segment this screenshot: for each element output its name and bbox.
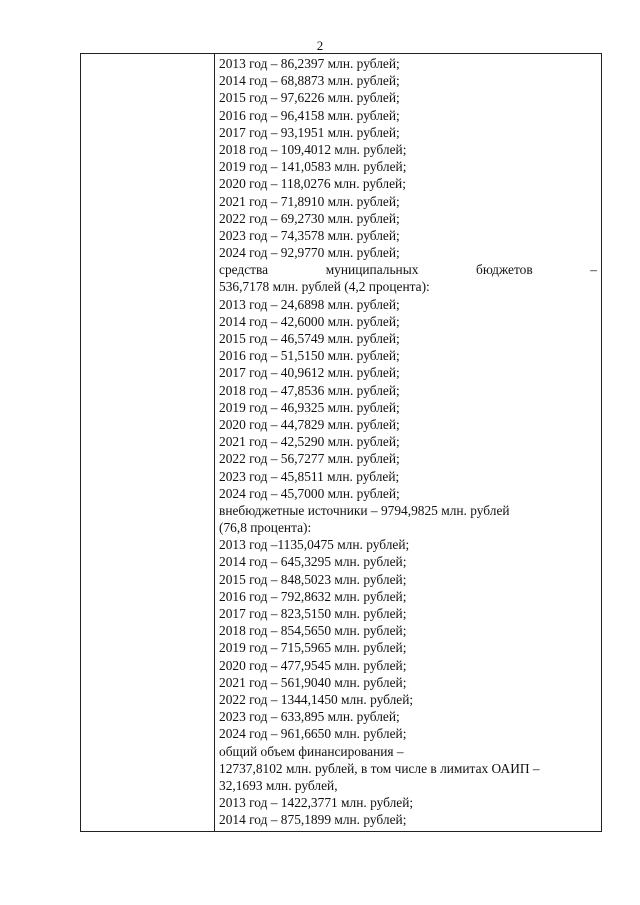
text-line: внебюджетные источники – 9794,9825 млн. рублей bbox=[219, 502, 510, 518]
text-line: 2022 год – 69,2730 млн. рублей; bbox=[219, 210, 400, 226]
text-line: 2016 год – 51,5150 млн. рублей; bbox=[219, 348, 400, 364]
text-line: 2019 год – 715,5965 млн. рублей; bbox=[219, 640, 407, 656]
text-word: – bbox=[590, 262, 597, 278]
text-line: 2023 год – 633,895 млн. рублей; bbox=[219, 709, 400, 725]
text-line: 2013 год – 24,6898 млн. рублей; bbox=[219, 296, 400, 312]
text-word: бюджетов bbox=[476, 262, 533, 278]
text-line: 2015 год – 46,5749 млн. рублей; bbox=[219, 331, 400, 346]
text-line: 2021 год – 42,5290 млн. рублей; bbox=[219, 434, 400, 450]
document-table bbox=[80, 53, 602, 832]
text-line: общий объем финансирования – bbox=[219, 743, 404, 759]
text-line: 2013 год –1135,0475 млн. рублей; bbox=[219, 537, 410, 553]
text-line: 2014 год – 645,3295 млн. рублей; bbox=[219, 554, 407, 570]
text-word: средства bbox=[219, 262, 269, 278]
text-line: 2018 год – 109,4012 млн. рублей; bbox=[219, 141, 407, 157]
text-line: 2020 год – 477,9545 млн. рублей; bbox=[219, 657, 407, 673]
text-line: 2019 год – 141,0583 млн. рублей; bbox=[219, 159, 407, 175]
text-line: 2019 год – 46,9325 млн. рублей; bbox=[219, 399, 400, 415]
text-line: 2013 год – 86,2397 млн. рублей; bbox=[219, 56, 400, 71]
text-line: 2021 год – 71,8910 млн. рублей; bbox=[219, 193, 400, 209]
text-line: 2023 год – 74,3578 млн. рублей; bbox=[219, 227, 400, 243]
text-line: 2016 год – 792,8632 млн. рублей; bbox=[219, 588, 407, 604]
text-line: 2022 год – 56,7277 млн. рублей; bbox=[219, 451, 400, 467]
text-line: (76,8 процента): bbox=[219, 520, 312, 536]
text-line: 2013 год – 1422,3771 млн. рублей; bbox=[219, 795, 414, 811]
text-word: муниципальных bbox=[325, 262, 419, 278]
text-line: 2017 год – 823,5150 млн. рублей; bbox=[219, 606, 407, 621]
text-line: 2014 год – 42,6000 млн. рублей; bbox=[219, 313, 400, 329]
text-line: 2017 год – 40,9612 млн. рублей; bbox=[219, 365, 400, 381]
text-line: 32,1693 млн. рублей, bbox=[219, 777, 338, 793]
text-line: 2024 год – 92,9770 млн. рублей; bbox=[219, 245, 400, 261]
text-line: 2015 год – 97,6226 млн. рублей; bbox=[219, 90, 400, 106]
text-line: 2022 год – 1344,1450 млн. рублей; bbox=[219, 691, 414, 707]
text-line: 2021 год – 561,9040 млн. рублей; bbox=[219, 674, 407, 690]
funding-text-column bbox=[219, 55, 597, 828]
text-line: 2017 год – 93,1951 млн. рублей; bbox=[219, 124, 400, 140]
text-line: 536,7178 млн. рублей (4,2 процента): bbox=[219, 279, 430, 295]
page-number: 2 bbox=[316, 38, 324, 53]
text-line: 2024 год – 961,6650 млн. рублей; bbox=[219, 726, 407, 742]
justified-text-line bbox=[219, 261, 597, 278]
text-line: 2018 год – 47,8536 млн. рублей; bbox=[219, 382, 400, 398]
text-line: 12737,8102 млн. рублей, в том числе в лимитах ОАИП – bbox=[219, 760, 540, 776]
text-line: 2015 год – 848,5023 млн. рублей; bbox=[219, 571, 407, 587]
text-line: 2020 год – 118,0276 млн. рублей; bbox=[219, 176, 406, 192]
column-divider bbox=[214, 54, 215, 831]
text-line: 2020 год – 44,7829 млн. рублей; bbox=[219, 416, 400, 432]
text-line: 2023 год – 45,8511 млн. рублей; bbox=[219, 468, 400, 484]
text-line: 2018 год – 854,5650 млн. рублей; bbox=[219, 623, 407, 639]
text-line: 2016 год – 96,4158 млн. рублей; bbox=[219, 107, 400, 123]
text-line: 2014 год – 875,1899 млн. рублей; bbox=[219, 812, 407, 828]
text-line: 2014 год – 68,8873 млн. рублей; bbox=[219, 73, 400, 89]
text-line: 2024 год – 45,7000 млн. рублей; bbox=[219, 485, 400, 501]
